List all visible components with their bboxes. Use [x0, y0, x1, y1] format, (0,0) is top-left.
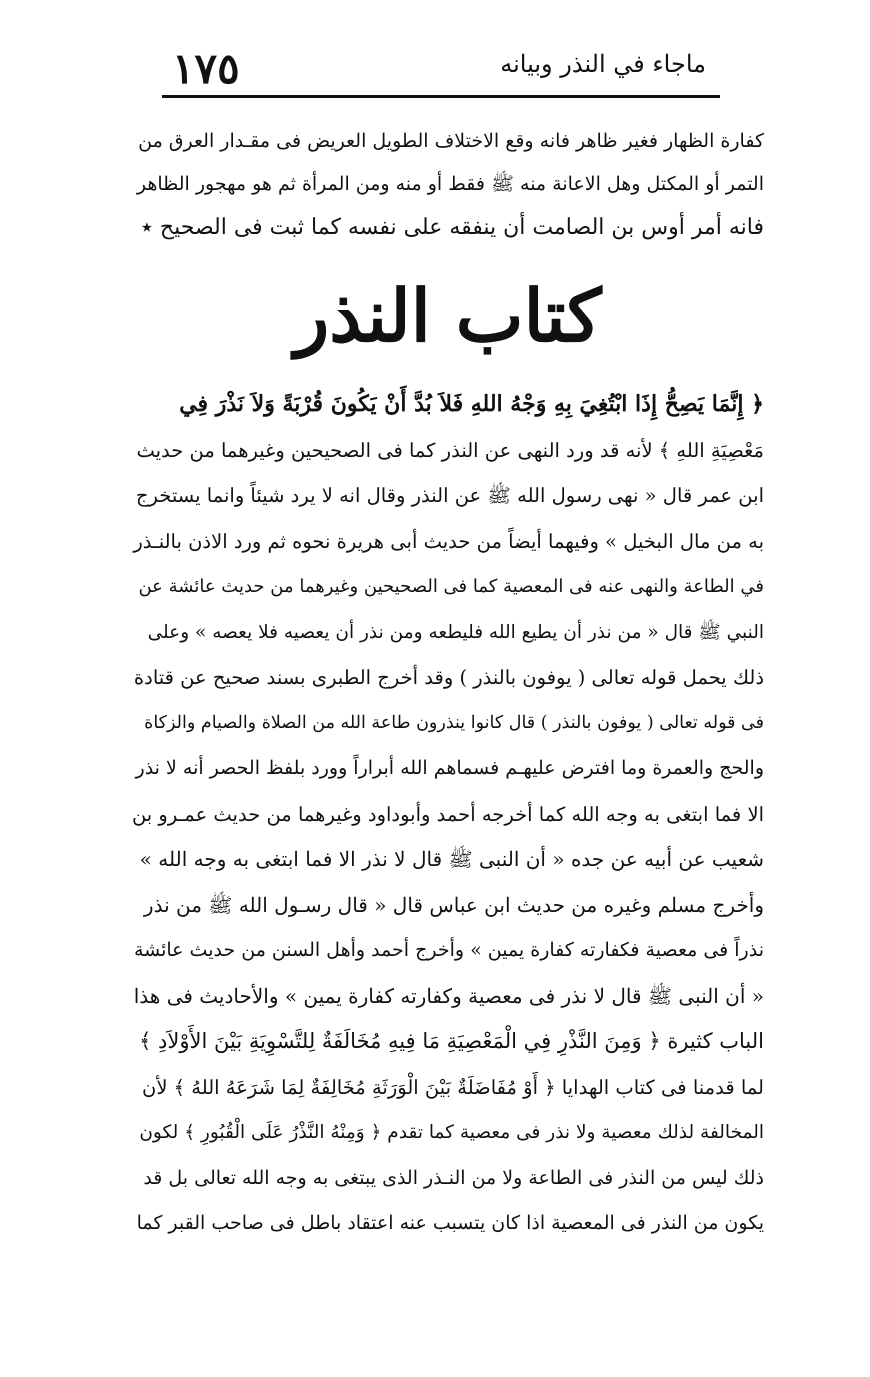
text-line: لما قدمنا فى كتاب الهدايا ﴿ أَوْ مُفَاضَلَةٌ بَيْنَ الْوَرَثَةِ مُخَالِفَةٌ لِمَا شَرَعَهُ اللهُ ﴾ لأن [142, 1075, 764, 1099]
header-rule [162, 95, 720, 98]
body-paragraph [132, 382, 764, 1247]
text-line: النبي ﷺ قال « من نذر أن يطيع الله فليطعه ومن نذر أن يعصيه فلا يعصه » وعلى [147, 621, 764, 643]
text-line: والحج والعمرة وما افترض عليهـم فسماهم الله أبراراً وورد بلفظ الحصر أنه لا نذر [135, 757, 764, 779]
text-line: في الطاعة والنهى عنه فى المعصية كما فى الصحيحين وغيرهما من حديث عائشة عن [138, 576, 764, 597]
running-title: ماجاء في النذر وبيانه [500, 50, 706, 78]
text-line: ذلك ليس من النذر فى الطاعة ولا من النـذر الذى يبتغى به وجه الله تعالى بل قد [143, 1166, 764, 1189]
text-line: الباب كثيرة ﴿ وَمِنَ النَّذْرِ فِي الْمَعْصِيَةِ مَا فِيهِ مُخَالَفَةٌ لِلتَّسْوِيَةِ بَيْنَ الأَوْلاَدِ ﴾ [139, 1029, 764, 1053]
text-line: فانه أمر أوس بن الصامت أن ينفقه على نفسه كما ثبت فى الصحيح ٭ [140, 215, 764, 240]
page-header [162, 40, 720, 98]
text-line: كفارة الظهار فغير ظاهر فانه وقع الاختلاف الطويل العريض فى مقـدار العرق من [138, 130, 764, 152]
text-line: به من مال البخيل » وفيهما أيضاً من حديث أبى هريرة نحوه ثم ورد الاذن بالنـذر [133, 529, 764, 553]
chapter-title: كتاب النذر [294, 273, 602, 358]
text-line: شعيب عن أبيه عن جده « أن النبى ﷺ قال لا نذر الا فما ابتغى به وجه الله » [139, 847, 764, 871]
text-line: ابن عمر قال « نهى رسول الله ﷺ عن النذر وقال انه لا يرد شيئاً وانما يستخرج [135, 484, 764, 507]
text-line: المخالفة لذلك معصية ولا نذر فى معصية كما تقدم ﴿ وَمِنْهُ النَّذْرُ عَلَى الْقُبُورِ ﴾ لكون [139, 1122, 764, 1143]
text-line: ﴿ إِنَّمَا يَصِحُّ إِذَا ابْتُغِيَ بِهِ وَجْهُ اللهِ فَلاَ بُدَّ أَنْ يَكُونَ قُرْبَةً وَلاَ نَذْرَ فِي [179, 391, 764, 417]
text-line: نذراً فى معصية فكفارته كفارة يمين » وأخرج أحمد وأهل السنن من حديث عائشة [133, 939, 764, 961]
page-number: ١٧٥ [172, 44, 240, 93]
text-line: فى قوله تعالى ( يوفون بالنذر ) قال كانوا ينذرون طاعة الله من الصلاة والصيام والزكاة [144, 712, 764, 733]
text-line: ذلك يحمل قوله تعالى ( يوفون بالنذر ) وقد أخرج الطبرى بسند صحيح عن قتادة [133, 666, 764, 689]
text-line: وأخرج مسلم وغيره من حديث ابن عباس قال « قال رسـول الله ﷺ من نذر [143, 892, 764, 917]
text-line: الا فما ابتغى به وجه الله كما أخرجه أحمد وأبوداود وغيرهما من حديث عمـرو بن [132, 802, 764, 826]
text-line: التمر أو المكتل وهل الاعانة منه ﷺ فقط أو منه ومن المرأة ثم هو مهجور الظاهر [136, 173, 764, 195]
text-line: مَعْصِيَةِ اللهِ ﴾ لأنه قد ورد النهى عن النذر كما فى الصحيحين وغيرهما من حديث [136, 438, 764, 462]
intro-paragraph [132, 120, 764, 249]
text-line: « أن النبى ﷺ قال لا نذر فى معصية وكفارته كفارة يمين » والأحاديث فى هذا [133, 983, 764, 1008]
text-line: يكون من النذر فى المعصية اذا كان يتسبب عنه اعتقاد باطل فى صاحب القبر كما [136, 1212, 764, 1234]
